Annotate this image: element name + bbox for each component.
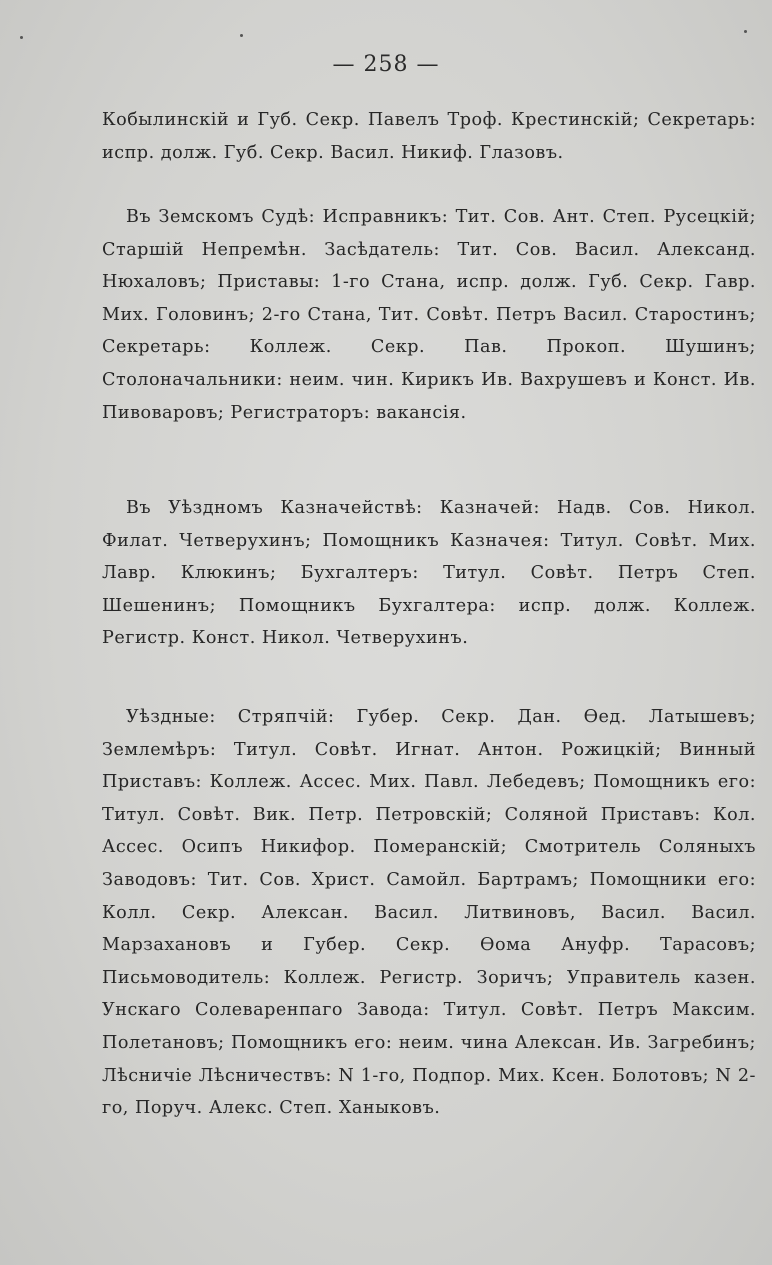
paragraph-uezdnye: Уѣздные: Стряпчій: Губер. Секр. Дан. Ѳед. Латышевъ; Землемѣръ: Титул. Совѣт. Игнат. Антон. Рожицкій; Винный Приставъ: Коллеж. Ассес. Мих. Павл. Лебедевъ; Помощникъ его: Титул. Совѣт. Вик. Петр. Петровскій; Соляной Приставъ: Кол. Ассес. Осипъ Никифор. Померанскій; Смотритель Соляныхъ Заводовъ: Тит. Сов. Христ. Самойл. Бартрамъ; Помощники его: Колл. Секр. Алексан. Васил. Литвиновъ, Васил. Васил. Марзахановъ и Губер. Секр. Ѳома Ануфр. Тарасовъ; Письмоводитель: Коллеж. Регистр. Зоричъ; Управитель казен. Унскаго Солеваренпаго Завода: Титул. Совѣт. Петръ Максим. Полетановъ; Помощникъ его: неим. чина Алексан. Ив. Загребинъ; Лѣсничіе Лѣсничествъ: N 1-го, Подпор. Мих. Ксен. Болотовъ; N 2-го, Поруч. Алекс. Степ. Ханыковъ. [102, 707, 756, 1119]
paragraph-kaznacheystvo: Въ Уѣздномъ Казначействѣ: Казначей: Надв. Сов. Никол. Филат. Четверухинъ; Помощникъ Казначея: Титул. Совѣт. Мих. Лавр. Клюкинъ; Бухгалтеръ: Титул. Совѣт. Петръ Степ. Шешенинъ; Помощникъ Бухгалтера: испр. долж. Коллеж. Регистр. Конст. Никол. Четверухинъ. [102, 498, 756, 649]
scan-speck [240, 34, 243, 37]
scan-speck [20, 36, 23, 39]
paragraph-zemsky-sud: Въ Земскомъ Судѣ: Исправникъ: Тит. Сов. Ант. Степ. Русецкій; Старшій Непремѣн. Засѣдатель: Тит. Сов. Васил. Александ. Нюхаловъ; Приставы: 1-го Стана, испр. долж. Губ. Секр. Гавр. Мих. Головинъ; 2-го Стана, Тит. Совѣт. Петръ Васил. Старостинъ; Секретарь: Коллеж. Секр. Пав. Прокоп. Шушинъ; Столоначальники: неим. чин. Кирикъ Ив. Вахрушевъ и Конст. Ив. Пивоваровъ; Регистраторъ: вакансія. [102, 207, 756, 423]
page-number: — 258 — [332, 52, 440, 77]
scan-speck [744, 30, 747, 33]
paragraph-continuation: Кобылинскій и Губ. Секр. Павелъ Троф. Крестинскій; Секретарь: испр. долж. Губ. Секр. Васил. Никиф. Глазовъ. [102, 110, 756, 163]
